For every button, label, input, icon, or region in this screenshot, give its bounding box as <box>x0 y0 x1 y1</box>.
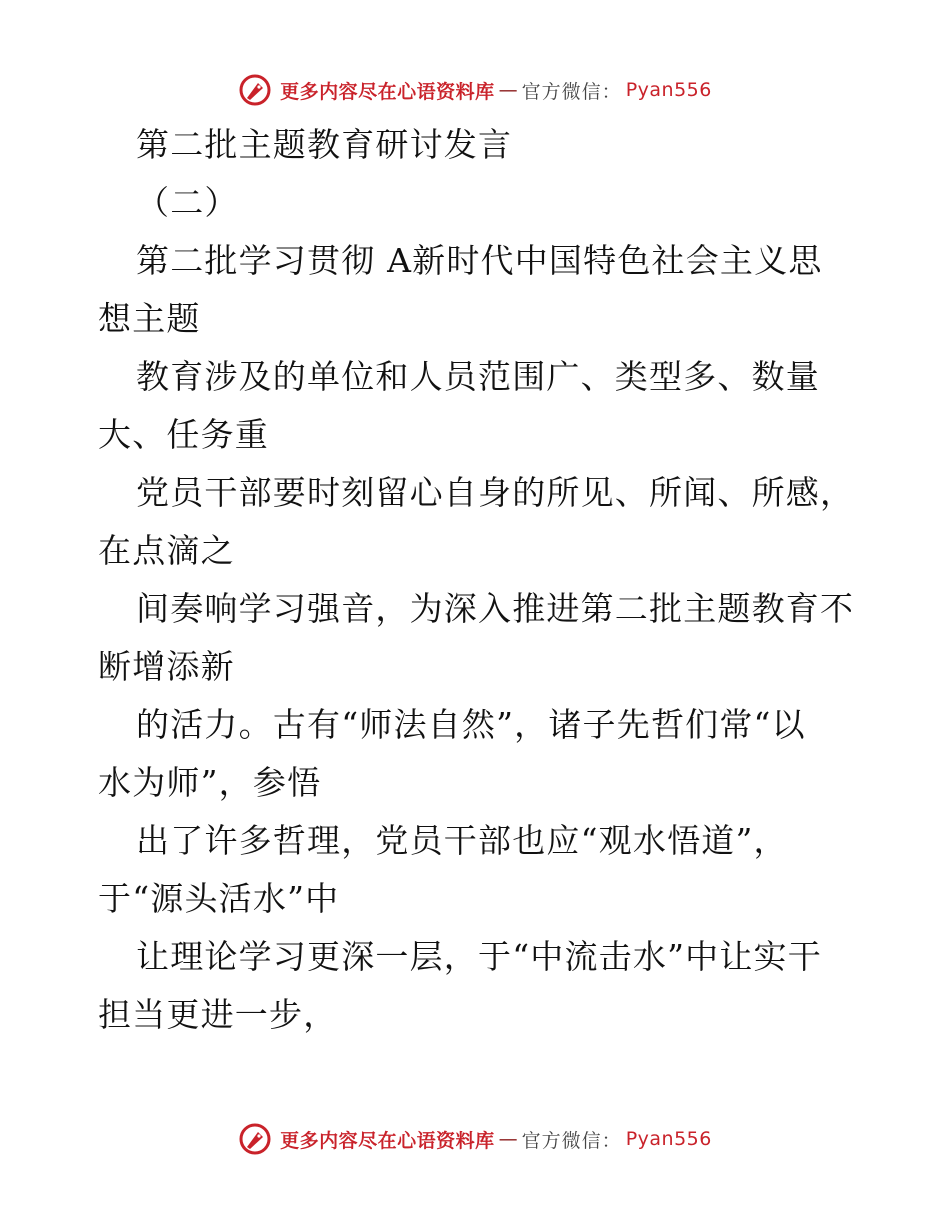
paragraph-line: 教育涉及的单位和人员范围广、类型多、数量 <box>136 357 820 396</box>
banner-main-text: 更多内容尽在心语资料库 <box>280 1129 495 1152</box>
paragraph-line: 让理论学习更深一层，于“中流击水”中让实干 <box>136 937 822 976</box>
document-subtitle: （二） <box>136 183 239 222</box>
banner-wechat-id: Pyan556 <box>625 79 712 101</box>
paragraph-line: 担当更进一步， <box>98 995 338 1034</box>
banner-main-text: 更多内容尽在心语资料库 <box>280 80 495 103</box>
paragraph-line: 的活力。古有“师法自然”，诸子先哲们常“以 <box>136 705 806 744</box>
banner-wechat-label: 官方微信： <box>521 80 622 103</box>
paragraph-line: 于“源头活水”中 <box>98 879 340 918</box>
header-banner <box>0 70 950 110</box>
paragraph-line: 大、任务重 <box>98 415 269 454</box>
paragraph-line: 在点滴之 <box>98 531 235 570</box>
document-title: 第二批主题教育研讨发言 <box>136 125 513 164</box>
pen-nib-circle-icon <box>238 1122 272 1156</box>
banner-dash: — <box>498 1128 518 1150</box>
paragraph-line: 水为师”，参悟 <box>98 763 322 802</box>
paragraph-line: 想主题 <box>98 299 201 338</box>
pen-nib-circle-icon <box>238 73 272 107</box>
paragraph-line: 党员干部要时刻留心自身的所见、所闻、所感， <box>136 473 855 512</box>
document-body <box>98 116 868 1044</box>
banner-wechat-id: Pyan556 <box>625 1128 712 1150</box>
banner-wechat-label: 官方微信： <box>521 1129 622 1152</box>
banner-dash: — <box>498 79 518 101</box>
paragraph-line: 间奏响学习强音，为深入推进第二批主题教育不 <box>136 589 855 628</box>
footer-banner <box>0 1119 950 1159</box>
paragraph-line: 出了许多哲理，党员干部也应“观水悟道”， <box>136 821 788 860</box>
paragraph-line: 第二批学习贯彻 A新时代中国特色社会主义思 <box>136 241 823 280</box>
paragraph-line: 断增添新 <box>98 647 235 686</box>
